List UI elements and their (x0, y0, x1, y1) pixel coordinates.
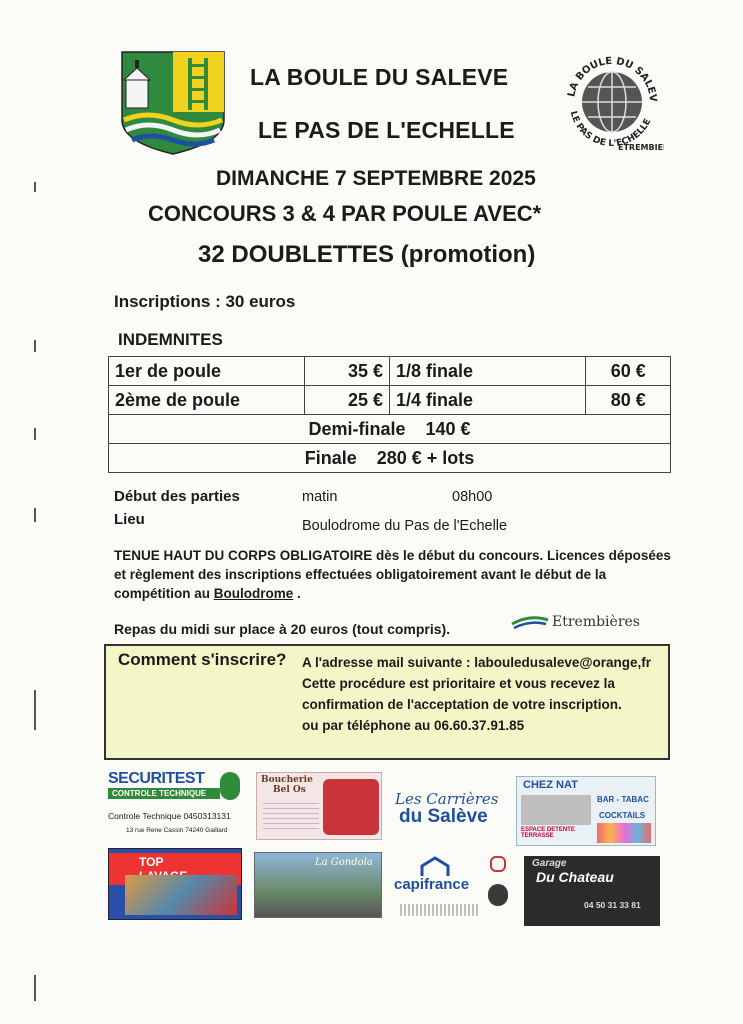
margin-mark (34, 428, 36, 440)
debut-time: 08h00 (452, 489, 493, 505)
chez-nat-photo (521, 795, 591, 825)
logo-ring-bottom: LE PAS DE L'ECHELLE (567, 110, 654, 150)
top-lavage-photo (125, 875, 237, 915)
inscription-line3: confirmation de l'acceptation de votre inscription. (302, 697, 622, 712)
table-cell: 35 € (305, 357, 390, 386)
sponsor-garage (524, 856, 660, 926)
top-lavage-name: TOP (109, 853, 241, 885)
sponsor-securitest (108, 770, 244, 840)
etrembieres-logo (510, 612, 650, 634)
tenue-line3-pre: compétition au (114, 586, 214, 601)
inscription-box (104, 644, 670, 760)
doublettes-title: 32 DOUBLETTES (promotion) (198, 241, 536, 268)
boulodrome-link: Boulodrome (213, 586, 294, 601)
tenue-bold: TENUE HAUT DU CORPS OBLIGATOIRE (114, 548, 373, 563)
table-cell: 80 € (586, 386, 671, 415)
email-address[interactable]: labouledusaleve@orange,fr (474, 655, 652, 670)
finale-value: 280 € + lots (376, 447, 475, 468)
table-cell: 1/4 finale (389, 386, 585, 415)
table-cell: 1er de poule (109, 357, 305, 386)
tenue-line1 (114, 546, 674, 565)
debut-when: matin (302, 489, 338, 505)
capifrance-name: capifrance (394, 876, 470, 893)
tenue-paragraph (114, 546, 674, 603)
indemnites-heading: INDEMNITES (118, 330, 223, 349)
repas-text: Repas du midi sur place à 20 euros (tout compris). (114, 621, 451, 637)
table-row (109, 444, 671, 473)
etrembieres-text: Etrembières (552, 614, 640, 630)
table-cell (109, 415, 671, 444)
etrembieres-swoosh-icon (510, 614, 550, 632)
margin-mark (34, 975, 36, 1001)
sponsor-boucherie (256, 772, 382, 840)
margin-mark (34, 508, 36, 522)
inscription-text (302, 652, 668, 736)
lieu-value: Boulodrome du Pas de l'Echelle (302, 518, 508, 534)
demi-finale-label: Demi-finale (308, 418, 406, 439)
securitest-sub: CONTROLE TECHNIQUE (108, 788, 220, 799)
inscription-line4-pre: ou par téléphone au (302, 718, 435, 733)
indemnites-table (108, 356, 671, 473)
chez-nat-name: CHEZ NAT (523, 779, 578, 791)
carrieres-line1: Les Carrières (395, 790, 499, 808)
inscription-line1 (302, 652, 668, 673)
chez-nat-terrasse: ESPACE DETENTE TERRASSE (521, 827, 575, 839)
coat-of-arms (118, 50, 228, 158)
chez-nat-cocktails: COCKTAILS (599, 811, 646, 820)
logo-ring-bottom2: ETREMBIE (618, 143, 664, 152)
sponsor-gondola (254, 852, 382, 918)
margin-mark (34, 182, 36, 192)
margin-mark (34, 690, 36, 730)
sponsor-capifrance (394, 852, 514, 922)
securitest-line2: 13 rue Rene Cassin 74240 Gaillard (126, 827, 228, 834)
inscription-line1-pre: A l'adresse mail suivante : (302, 655, 475, 670)
inscription-heading: Comment s'inscrire? (118, 650, 287, 669)
inscriptions-price: Inscriptions : 30 euros (114, 292, 296, 311)
table-row (109, 386, 671, 415)
sponsor-carrieres (395, 790, 519, 836)
tenue-line3 (114, 584, 674, 603)
sponsor-top-lavage (108, 848, 242, 920)
boucherie-text-block (263, 803, 319, 833)
phone-number[interactable]: 06.60.37.91.85 (434, 718, 525, 733)
table-row (109, 357, 671, 386)
chez-nat-glasses (597, 823, 651, 843)
sponsor-chez-nat (516, 776, 656, 846)
event-date: DIMANCHE 7 SEPTEMBRE 2025 (216, 167, 536, 190)
tenue-line3-post: . (293, 586, 301, 601)
finale-label: Finale (304, 447, 357, 468)
boucherie-line1: Boucherie (261, 775, 313, 785)
garage-phone: 04 50 31 33 81 (584, 900, 641, 910)
securitest-name: SECURITEST (108, 770, 205, 787)
boucherie-line2: Bel Os (273, 785, 306, 795)
capifrance-photo (488, 884, 508, 906)
concours-title: CONCOURS 3 & 4 PAR POULE AVEC* (148, 201, 542, 226)
tenue-line2: et règlement des inscriptions effectuées obligatoirement avant le début de la (114, 567, 607, 582)
table-cell: 1/8 finale (389, 357, 585, 386)
boucherie-photo (323, 779, 379, 835)
securitest-badge-icon (220, 772, 240, 800)
table-row (109, 415, 671, 444)
club-logo (560, 52, 664, 152)
table-cell (109, 444, 671, 473)
margin-mark (34, 340, 36, 352)
table-cell: 60 € (586, 357, 671, 386)
garage-line1: Garage (532, 858, 567, 869)
debut-label: Début des parties (114, 488, 240, 505)
capifrance-house-icon (420, 856, 450, 878)
chez-nat-bar: BAR - TABAC (597, 795, 649, 804)
logo-ring-top: LA BOULE DU SALEV (566, 55, 659, 103)
inscription-line4 (302, 715, 668, 736)
table-cell: 25 € (305, 386, 390, 415)
inscription-line2: Cette procédure est prioritaire et vous recevez la (302, 676, 615, 691)
capifrance-contact (400, 904, 480, 916)
title-line1: LA BOULE DU SALEVE (250, 64, 509, 90)
gondola-name: La Gondola (315, 857, 373, 868)
table-cell: 2ème de poule (109, 386, 305, 415)
carrieres-line2: du Salève (399, 806, 488, 827)
demi-finale-value: 140 € (425, 418, 471, 439)
garage-line2: Du Chateau (536, 869, 614, 885)
securitest-line1: Controle Technique 0450313131 (108, 811, 231, 821)
title-line2: LE PAS DE L'ECHELLE (258, 117, 515, 143)
capifrance-logo-dot (490, 856, 506, 872)
lieu-label: Lieu (114, 511, 145, 528)
tenue-rest: dès le début du concours. Licences déposées (372, 548, 671, 563)
